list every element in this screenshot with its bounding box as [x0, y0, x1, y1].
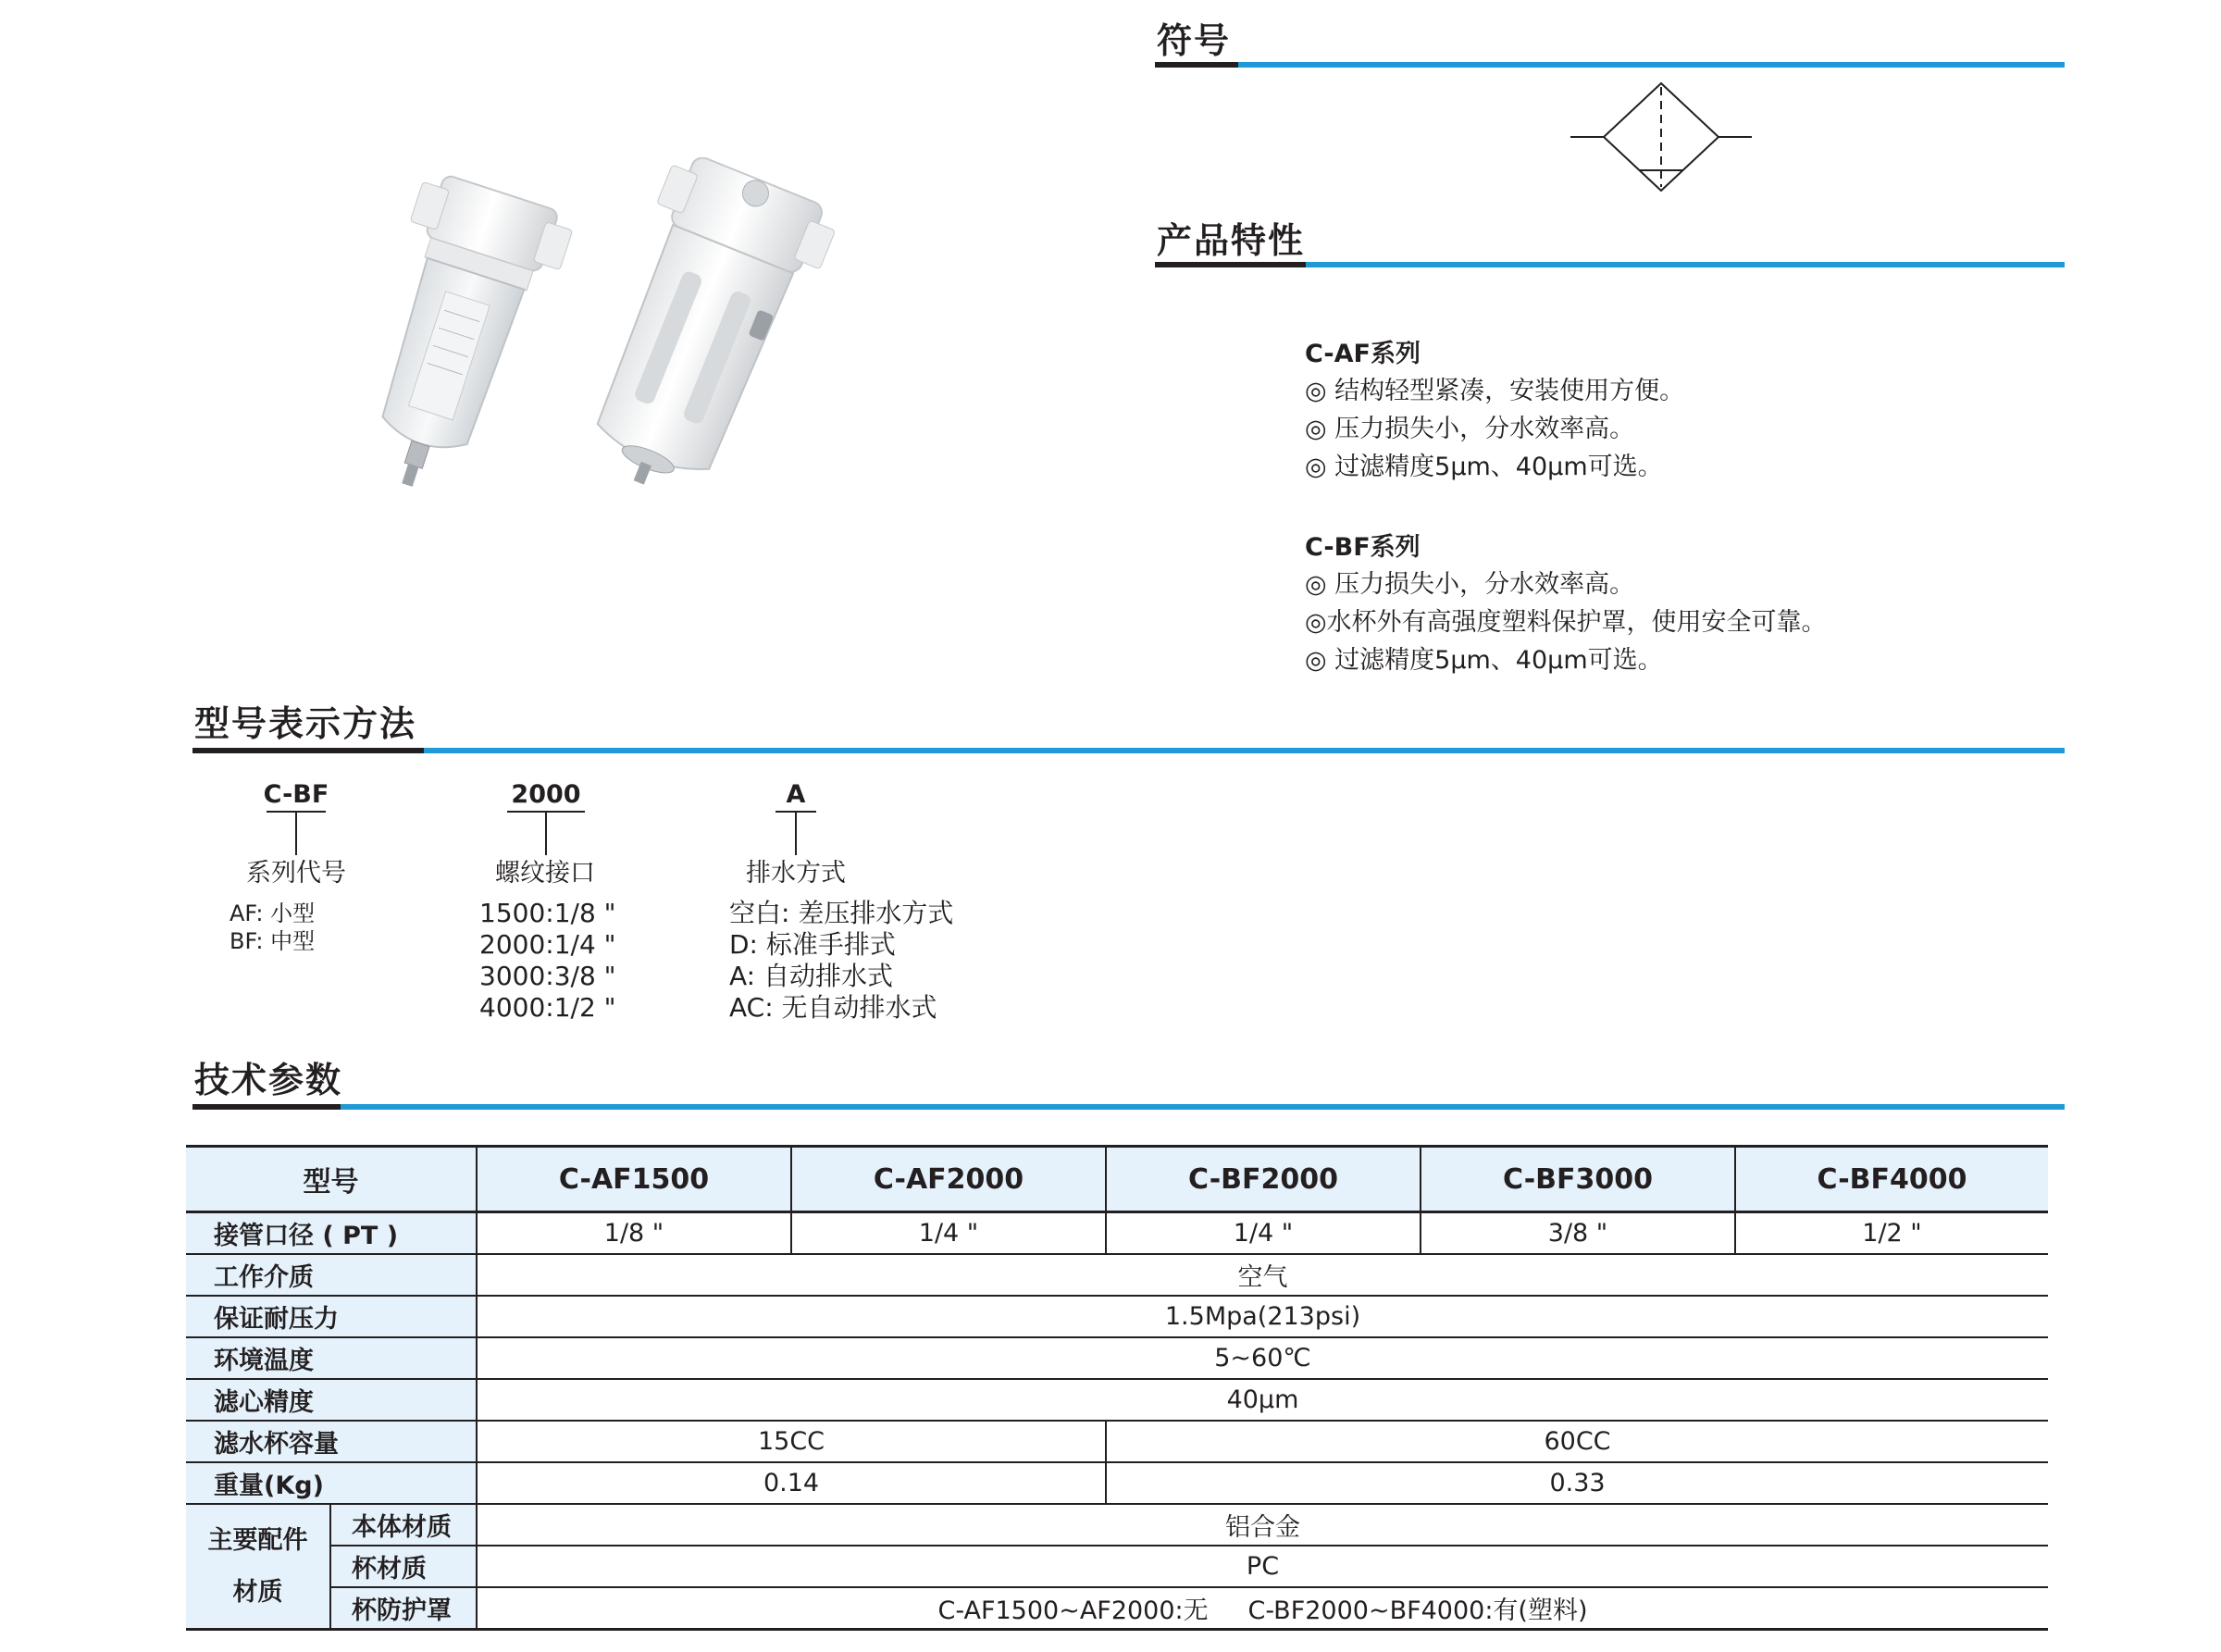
specs-title-underline	[192, 1104, 341, 1110]
header-cell: C-AF2000	[791, 1147, 1106, 1212]
cell: 铝合金	[477, 1504, 2048, 1546]
table-row	[186, 1296, 2048, 1337]
model-label-drain: 排水方式	[746, 859, 846, 888]
features-title-underline	[1155, 262, 1306, 267]
spec-table	[186, 1145, 2048, 1631]
row-label: 接管口径 ( PT )	[186, 1212, 477, 1255]
model-option: BF: 中型	[230, 928, 316, 954]
model-label-port: 螺纹接口	[495, 859, 595, 888]
symbol-title-rule	[1238, 62, 2065, 68]
features-title-rule	[1306, 262, 2065, 267]
cell: 60CC	[1106, 1421, 2048, 1462]
row-label: 滤水杯容量	[186, 1421, 477, 1462]
symbol-title: 符号	[1157, 20, 1232, 61]
model-code-drain: A	[786, 780, 806, 809]
model-label-series: 系列代号	[246, 859, 346, 888]
table-row	[186, 1337, 2048, 1379]
bf-filter-image	[557, 157, 842, 515]
product-photo	[296, 157, 999, 528]
model-option: 空白: 差压排水方式	[729, 898, 954, 928]
model-code-series: C-BF	[263, 780, 329, 809]
model-code-leader	[795, 813, 797, 855]
cell: 0.14	[477, 1462, 1106, 1504]
table-row	[186, 1546, 2048, 1587]
table-row	[186, 1212, 2048, 1255]
cell: C-AF1500~AF2000:无 C-BF2000~BF4000:有(塑料)	[477, 1587, 2048, 1630]
cell: 1.5Mpa(213psi)	[477, 1296, 2048, 1337]
cell: 空气	[477, 1254, 2048, 1296]
feature-item: ◎ 压力损失小，分水效率高。	[1305, 415, 1635, 443]
model-option: 3000:3/8 "	[479, 961, 616, 991]
feature-item: ◎ 结构轻型紧凑，安装使用方便。	[1305, 377, 1685, 405]
materials-label-line2: 材质	[232, 1577, 283, 1607]
table-row	[186, 1504, 2048, 1546]
model-notation-title-underline	[192, 748, 424, 753]
spec-header-row	[186, 1147, 2048, 1212]
model-option: D: 标准手排式	[729, 929, 896, 960]
materials-label-line1: 主要配件	[207, 1525, 308, 1555]
feature-item: ◎ 压力损失小，分水效率高。	[1305, 570, 1635, 599]
specs-title: 技术参数	[194, 1060, 343, 1100]
model-code-leader	[295, 813, 297, 855]
model-option: 4000:1/2 "	[479, 992, 616, 1023]
header-cell: C-BF2000	[1106, 1147, 1421, 1212]
cell: 1/2 "	[1735, 1212, 2048, 1255]
header-cell: 型号	[186, 1147, 477, 1212]
model-code-leader	[545, 813, 547, 855]
cell: 1/4 "	[1106, 1212, 1421, 1255]
row-label: 环境温度	[186, 1337, 477, 1379]
feature-series-bf: C-BF系列	[1305, 533, 1421, 562]
header-cell: C-BF4000	[1735, 1147, 2048, 1212]
row-label: 本体材质	[330, 1504, 477, 1546]
row-label: 杯材质	[330, 1546, 477, 1587]
table-row	[186, 1462, 2048, 1504]
table-row	[186, 1254, 2048, 1296]
header-cell: C-AF1500	[477, 1147, 791, 1212]
model-option: AF: 小型	[230, 901, 316, 926]
symbol-title-underline	[1155, 62, 1238, 68]
row-label: 保证耐压力	[186, 1296, 477, 1337]
model-option: 2000:1/4 "	[479, 929, 616, 960]
features-title: 产品特性	[1157, 220, 1306, 261]
row-label-materials	[186, 1504, 330, 1630]
feature-item: ◎水杯外有高强度塑料保护罩，使用安全可靠。	[1305, 608, 1827, 637]
model-option: 1500:1/8 "	[479, 898, 616, 928]
model-notation-title: 型号表示方法	[194, 703, 417, 744]
model-code-port: 2000	[511, 780, 581, 809]
cell: 40μm	[477, 1379, 2048, 1421]
cell: 1/4 "	[791, 1212, 1106, 1255]
model-option: AC: 无自动排水式	[729, 992, 937, 1023]
feature-series-af: C-AF系列	[1305, 340, 1421, 368]
feature-item: ◎ 过滤精度5μm、40μm可选。	[1305, 646, 1663, 675]
row-label: 滤心精度	[186, 1379, 477, 1421]
header-cell: C-BF3000	[1421, 1147, 1735, 1212]
model-notation-title-rule	[424, 748, 2065, 753]
cell: PC	[477, 1546, 2048, 1587]
af-filter-image	[332, 168, 577, 509]
cell: 0.33	[1106, 1462, 2048, 1504]
specs-title-rule	[341, 1104, 2065, 1110]
table-row	[186, 1421, 2048, 1462]
row-label: 重量(Kg)	[186, 1462, 477, 1504]
filter-symbol-icon	[1569, 81, 1754, 197]
feature-item: ◎ 过滤精度5μm、40μm可选。	[1305, 453, 1663, 481]
table-row	[186, 1587, 2048, 1630]
row-label: 杯防护罩	[330, 1587, 477, 1630]
model-option: A: 自动排水式	[729, 961, 893, 991]
cell: 3/8 "	[1421, 1212, 1735, 1255]
row-label: 工作介质	[186, 1254, 477, 1296]
cell: 15CC	[477, 1421, 1106, 1462]
cell: 5~60℃	[477, 1337, 2048, 1379]
cell: 1/8 "	[477, 1212, 791, 1255]
table-row	[186, 1379, 2048, 1421]
